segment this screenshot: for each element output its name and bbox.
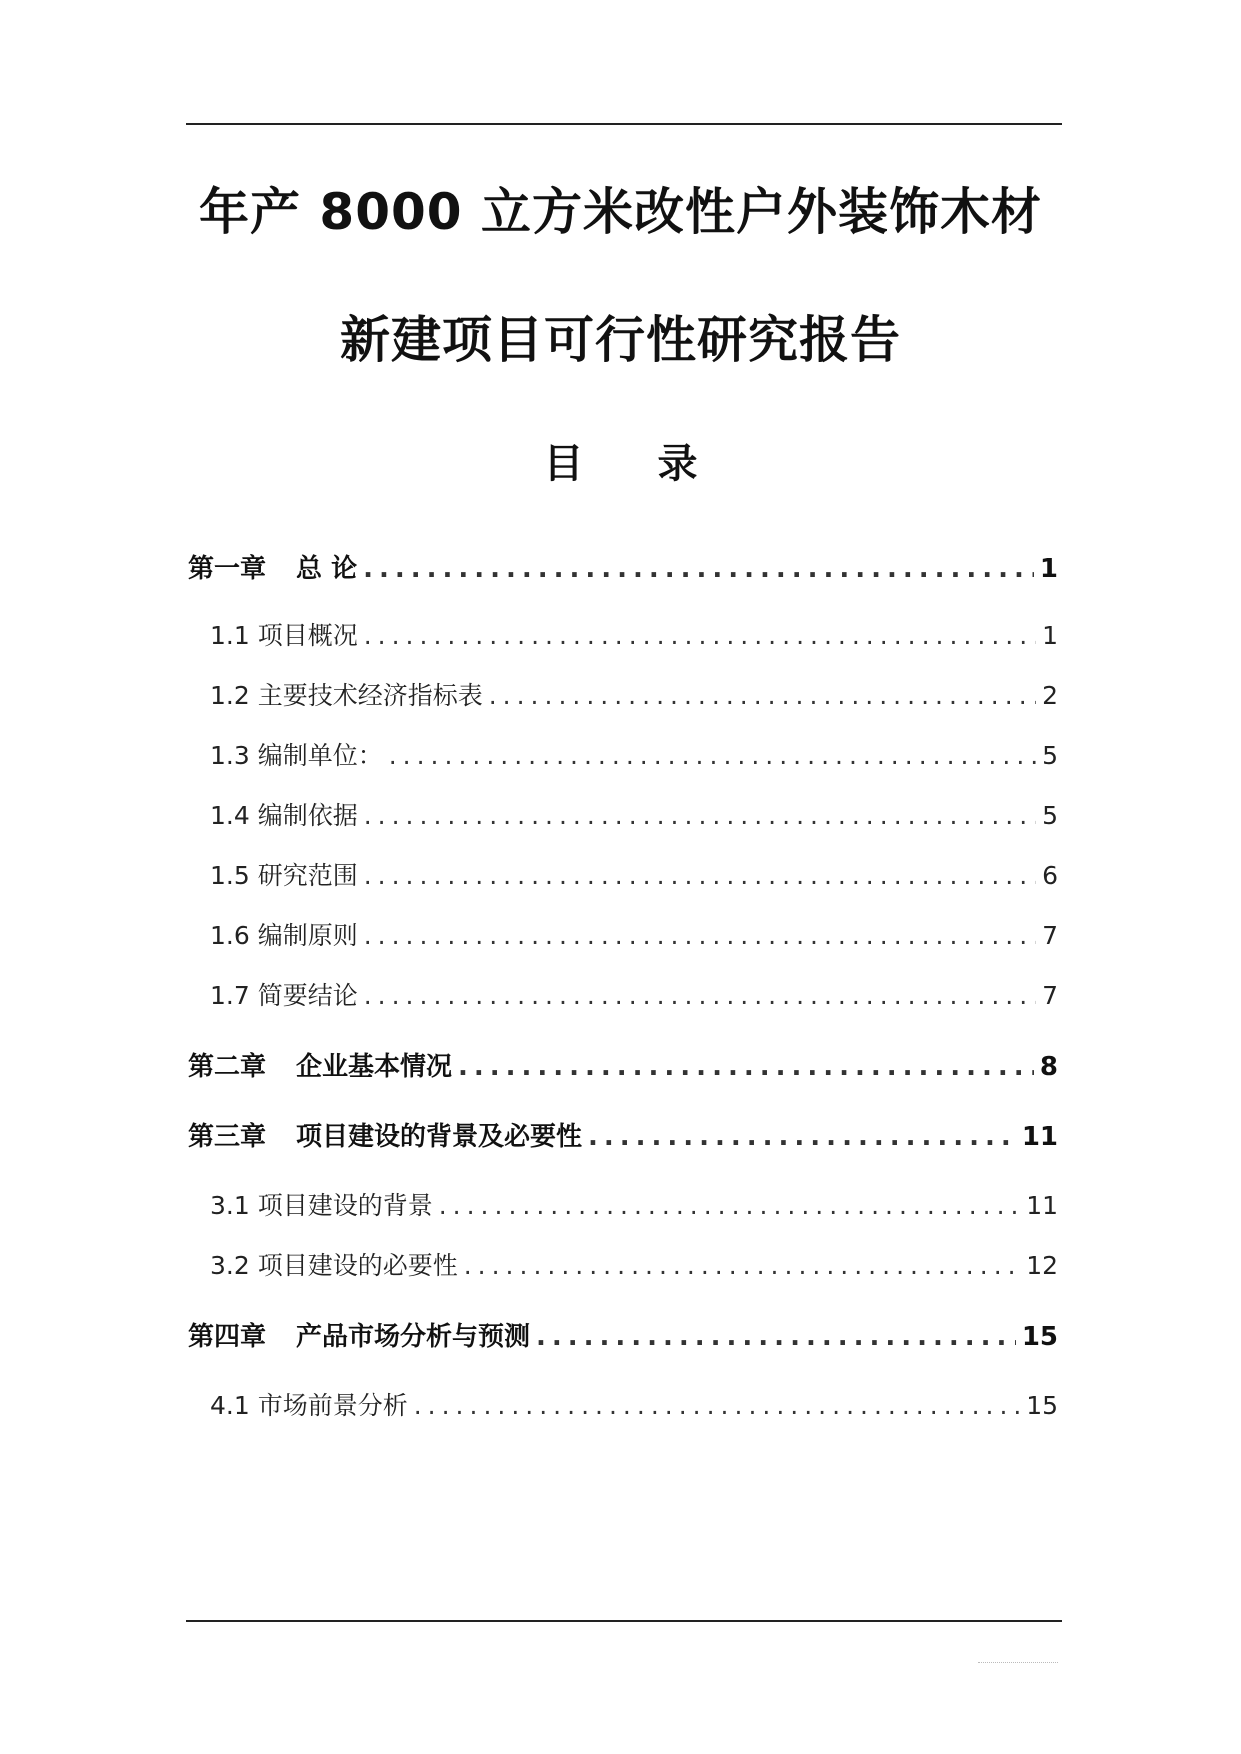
toc-entry-title: 1.6 编制原则 [210,921,358,950]
toc-entry-title: 总 论 [296,554,358,584]
toc-entry-label [210,616,358,652]
toc-entry-label [210,856,358,892]
toc-entry-title: 1.7 简要结论 [210,981,358,1010]
bottom-rule [186,1620,1062,1622]
toc-entry-label [210,676,483,712]
toc-entry-title: 项目建设的背景及必要性 [296,1122,583,1152]
toc-page-number: 1 [1039,554,1058,584]
toc-entry-title: 3.2 项目建设的必要性 [210,1251,458,1280]
toc-chapter-entry[interactable] [188,548,1058,585]
toc-dot-leader [458,1052,1034,1082]
toc-entry-title: 4.1 市场前景分析 [210,1391,408,1420]
toc-page-number: 5 [1042,741,1058,770]
toc-entry-title: 1.3 编制单位： [210,741,383,770]
toc-entry-title: 产品市场分析与预测 [296,1322,531,1352]
toc-chapter-number: 第四章 [188,1322,267,1352]
toc-entry-label [210,916,358,952]
toc-entry-label [188,1046,452,1083]
toc-section-entry[interactable] [188,976,1058,1012]
toc-page-number: 11 [1026,1191,1058,1220]
toc-entry-title: 1.1 项目概况 [210,621,358,650]
toc-dot-leader [489,681,1036,710]
toc-entry-label [210,976,358,1012]
toc-section-entry[interactable] [188,1246,1058,1282]
toc-dot-leader [439,1191,1020,1220]
toc-section-entry[interactable] [188,1186,1058,1222]
toc-page-number: 15 [1026,1391,1058,1420]
toc-section-entry[interactable] [188,796,1058,832]
toc-entry-label [210,1246,458,1282]
toc-section-entry[interactable] [188,736,1058,772]
toc-dot-leader [536,1322,1016,1352]
toc-chapter-entry[interactable] [188,1316,1058,1353]
toc-page-number: 6 [1042,861,1058,890]
toc-page-number: 8 [1039,1052,1058,1082]
toc-entry-title: 1.2 主要技术经济指标表 [210,681,483,710]
toc-page-number: 12 [1026,1251,1058,1280]
toc-page-number: 11 [1021,1122,1058,1152]
toc-dot-leader [389,741,1036,770]
toc-chapter-entry[interactable] [188,1116,1058,1153]
document-title-line-1: 年产 8000 立方米改性户外装饰木材 [199,183,1042,241]
footer-mark [978,1662,1058,1663]
toc-page-number: 15 [1021,1322,1058,1352]
document-title-line-2: 新建项目可行性研究报告 [340,311,901,369]
toc-page-number: 2 [1042,681,1058,710]
toc-entry-label [210,1386,408,1422]
toc-dot-leader [364,801,1036,830]
toc-section-entry[interactable] [188,916,1058,952]
toc-dot-leader [364,621,1036,650]
toc-dot-leader [364,981,1036,1010]
toc-entry-label [210,1186,433,1222]
toc-dot-leader [588,1122,1016,1152]
toc-chapter-number: 第一章 [188,554,267,584]
toc-page-number: 7 [1042,981,1058,1010]
toc-section-entry[interactable] [188,1386,1058,1422]
toc-dot-leader [464,1251,1020,1280]
toc-dot-leader [363,554,1034,584]
toc-section-entry[interactable] [188,676,1058,712]
toc-page-number: 1 [1042,621,1058,650]
toc-heading: 目 录 [543,441,728,487]
toc-dot-leader [414,1391,1020,1420]
toc-entry-label [188,548,357,585]
toc-entry-title: 3.1 项目建设的背景 [210,1191,433,1220]
toc-chapter-number: 第三章 [188,1122,267,1152]
toc-entry-label [188,1116,582,1153]
toc-section-entry[interactable] [188,856,1058,892]
toc-entry-label [210,796,358,832]
toc-page-number: 7 [1042,921,1058,950]
top-rule [186,123,1062,125]
toc-entry-title: 1.5 研究范围 [210,861,358,890]
toc-entry-title: 1.4 编制依据 [210,801,358,830]
toc-dot-leader [364,861,1036,890]
toc-section-entry[interactable] [188,616,1058,652]
toc-page-number: 5 [1042,801,1058,830]
toc-entry-label [210,736,383,772]
toc-chapter-number: 第二章 [188,1052,267,1082]
toc-chapter-entry[interactable] [188,1046,1058,1083]
toc-entry-title: 企业基本情况 [296,1052,453,1082]
toc-entry-label [188,1316,530,1353]
toc-dot-leader [364,921,1036,950]
